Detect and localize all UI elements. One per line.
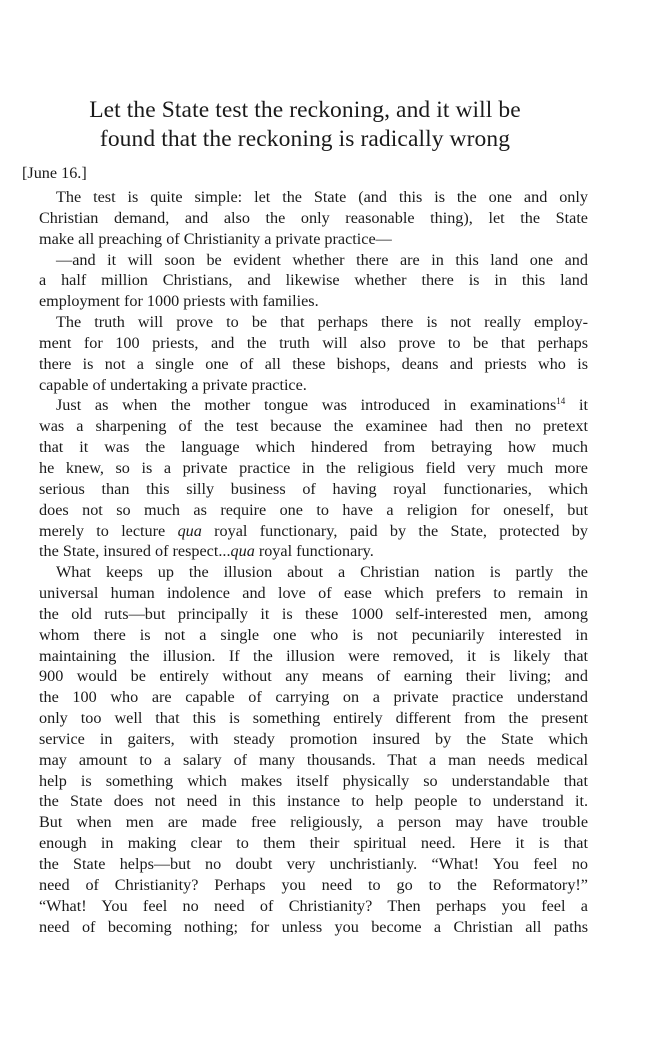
text-segment: the State, insured of respect... xyxy=(39,542,231,561)
text-line: ment for 100 priests, and the truth will also prove to be that perhaps xyxy=(39,333,588,352)
text-line: The truth will prove to be that perhaps there is not really employ- xyxy=(56,313,588,332)
text-line: does not so much as require one to have a religion for oneself, but xyxy=(39,500,588,519)
text-line: 900 would be entirely without any means of earning their living; and xyxy=(39,667,588,686)
italic-term: qua xyxy=(230,542,255,561)
text-line xyxy=(22,541,588,562)
paragraph-4 xyxy=(22,395,588,562)
text-line: Christian demand, and also the only reasonable thing), let the State xyxy=(39,208,588,227)
book-page xyxy=(22,96,588,937)
paragraph-1 xyxy=(22,187,588,250)
text-line: —and it will soon be evident whether there are in this land one and xyxy=(56,250,588,269)
text-line: whom there is not a single one who is not pecuniarily interested in xyxy=(39,625,588,644)
text-line: service in gaiters, with steady promotion insured by the State which xyxy=(39,729,588,748)
paragraph-2 xyxy=(22,250,588,313)
text-line xyxy=(22,395,588,416)
text-line: the old ruts—but principally it is these 1000 self-interested men, among xyxy=(39,604,588,623)
text-line: that it was the language which hindered from betraying how much xyxy=(39,438,588,457)
text-line: The test is quite simple: let the State (and this is the one and only xyxy=(56,188,588,206)
text-line: the State does not need in this instance to help people to understand it. xyxy=(39,792,588,811)
text-segment: royal functionary. xyxy=(254,542,374,561)
heading-line-1: Let the State test the reckoning, and it will be xyxy=(89,97,521,123)
text-segment: merely to lecture xyxy=(39,521,166,540)
text-line xyxy=(22,521,588,542)
text-line: was a sharpening of the test because the examinee had then no pretext xyxy=(39,417,588,436)
text-line: help is something which makes itself physically so understandable that xyxy=(39,771,588,790)
text-line: make all preaching of Christianity a private practice— xyxy=(39,229,392,248)
heading-line-2: found that the reckoning is radically wrong xyxy=(99,126,511,152)
entry-date: [June 16.] xyxy=(22,164,87,182)
text-line: What keeps up the illusion about a Christian nation is partly the xyxy=(56,563,588,582)
text-line: “What! You feel no need of Christianity? Then perhaps you feel a xyxy=(39,896,588,915)
text-segment: it xyxy=(565,396,588,415)
paragraph-3 xyxy=(22,312,588,395)
text-line: the 100 who are capable of carrying on a private practice understand xyxy=(39,688,588,707)
paragraph-5 xyxy=(22,562,588,937)
text-line: a half million Christians, and likewise whether there is in this land xyxy=(39,271,588,290)
text-segment: Just as when the mother tongue was introduced in examinations xyxy=(56,396,557,415)
text-segment: royal functionary, paid by the State, protected by xyxy=(201,521,588,540)
text-line: enough in making clear to them their spiritual need. Here it is that xyxy=(39,834,588,853)
text-line: need of becoming nothing; for unless you become a Christian all paths xyxy=(39,917,588,936)
text-line: universal human indolence and love of ease which prefers to remain in xyxy=(39,584,588,603)
text-line: he knew, so is a private practice in the religious field very much more xyxy=(39,458,588,477)
text-line: only too well that this is something entirely different from the present xyxy=(39,709,588,728)
text-line: But when men are made free religiously, a person may have trouble xyxy=(39,813,588,832)
text-line: serious than this silly business of having royal functionaries, which xyxy=(39,479,588,498)
text-line: capable of undertaking a private practice. xyxy=(39,375,307,394)
text-line: the State helps—but no doubt very unchristianly. “What! You feel no xyxy=(39,855,588,873)
text-line: maintaining the illusion. If the illusion were removed, it is likely that xyxy=(39,646,588,665)
section-heading xyxy=(22,96,588,154)
text-line: there is not a single one of all these bishops, deans and priests who is xyxy=(39,354,588,373)
footnote-reference: 14 xyxy=(556,396,566,407)
text-line: need of Christianity? Perhaps you need to go to the Reformatory!” xyxy=(39,875,588,894)
italic-term: qua xyxy=(177,521,202,540)
text-line: employment for 1000 priests with families. xyxy=(39,292,319,311)
text-line: may amount to a salary of many thousands. That a man needs medical xyxy=(39,750,588,769)
